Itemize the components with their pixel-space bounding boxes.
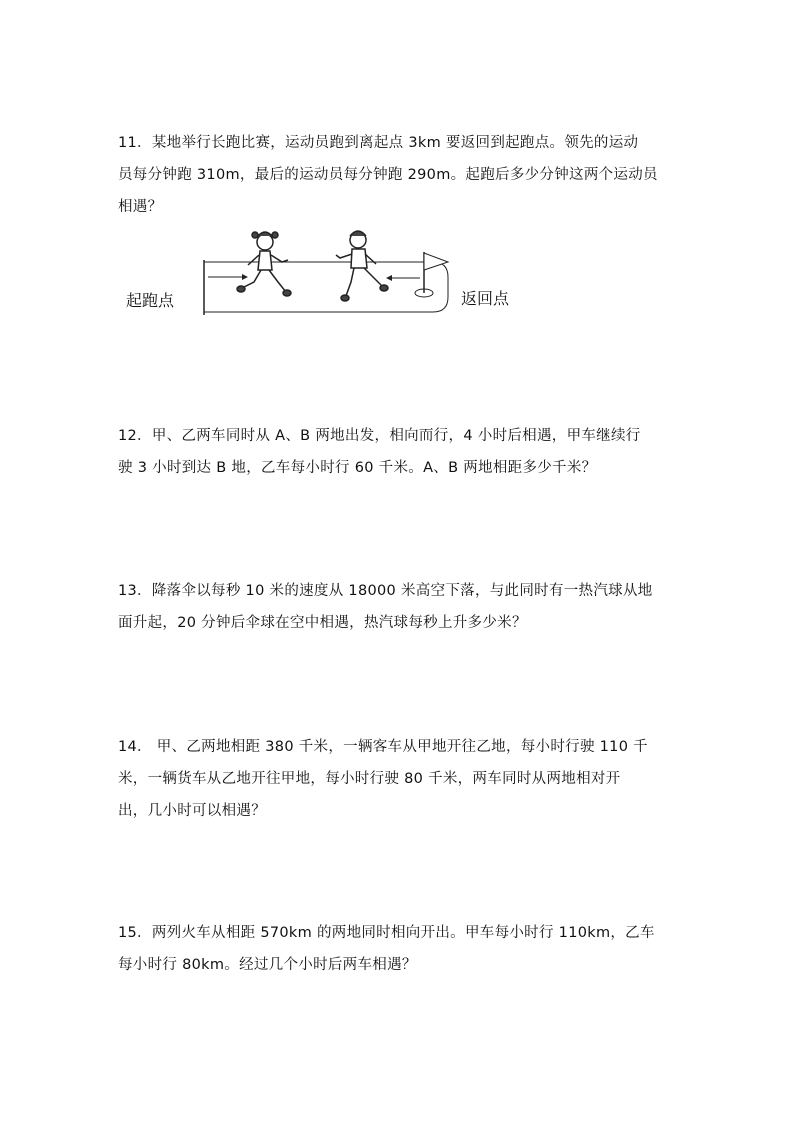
race-track-figure xyxy=(118,222,538,322)
arrow-right-icon xyxy=(242,274,248,280)
question-14-line-1: 14． 甲、乙两地相距 380 千米，一辆客车从甲地开往乙地，每小时行驶 110 千 xyxy=(118,739,648,755)
question-14-line-2: 米，一辆货车从乙地开往甲地，每小时行驶 80 千米，两车同时从两地相对开 xyxy=(118,771,621,787)
question-11-line-2: 员每分钟跑 310m，最后的运动员每分钟跑 290m。起跑后多少分钟这两个运动员 xyxy=(118,167,658,183)
flag-icon xyxy=(424,253,448,270)
boy-runner-icon xyxy=(336,231,388,301)
question-14-line-3: 出，几小时可以相遇？ xyxy=(118,803,266,819)
question-13 xyxy=(118,575,678,639)
arrow-left-icon xyxy=(386,275,392,281)
question-11 xyxy=(118,127,678,223)
question-11-line-3: 相遇？ xyxy=(118,199,163,215)
track-turn xyxy=(433,262,448,312)
question-15-line-1: 15．两列火车从相距 570km 的两地同时相向开出。甲车每小时行 110km，乙车 xyxy=(118,925,655,941)
question-13-line-2: 面升起，20 分钟后伞球在空中相遇，热汽球每秒上升多少米？ xyxy=(118,615,527,631)
question-12 xyxy=(118,420,678,484)
question-12-line-1: 12．甲、乙两车同时从 A、B 两地出发，相向而行，4 小时后相遇，甲车继续行 xyxy=(118,428,641,444)
question-12-line-2: 驶 3 小时到达 B 地，乙车每小时行 60 千米。A、B 两地相距多少千米？ xyxy=(118,460,597,476)
question-11-line-1: 11．某地举行长跑比赛，运动员跑到离起点 3km 要返回到起跑点。领先的运动 xyxy=(118,135,639,151)
girl-runner-icon xyxy=(237,232,291,296)
return-point-label: 返回点 xyxy=(461,289,510,308)
question-14 xyxy=(118,731,678,827)
question-13-line-1: 13．降落伞以每秒 10 米的速度从 18000 米高空下落，与此同时有一热汽球从地 xyxy=(118,583,653,599)
question-15-line-2: 每小时行 80km。经过几个小时后两车相遇？ xyxy=(118,957,417,973)
question-15 xyxy=(118,917,678,981)
start-point-label: 起跑点 xyxy=(126,291,175,310)
